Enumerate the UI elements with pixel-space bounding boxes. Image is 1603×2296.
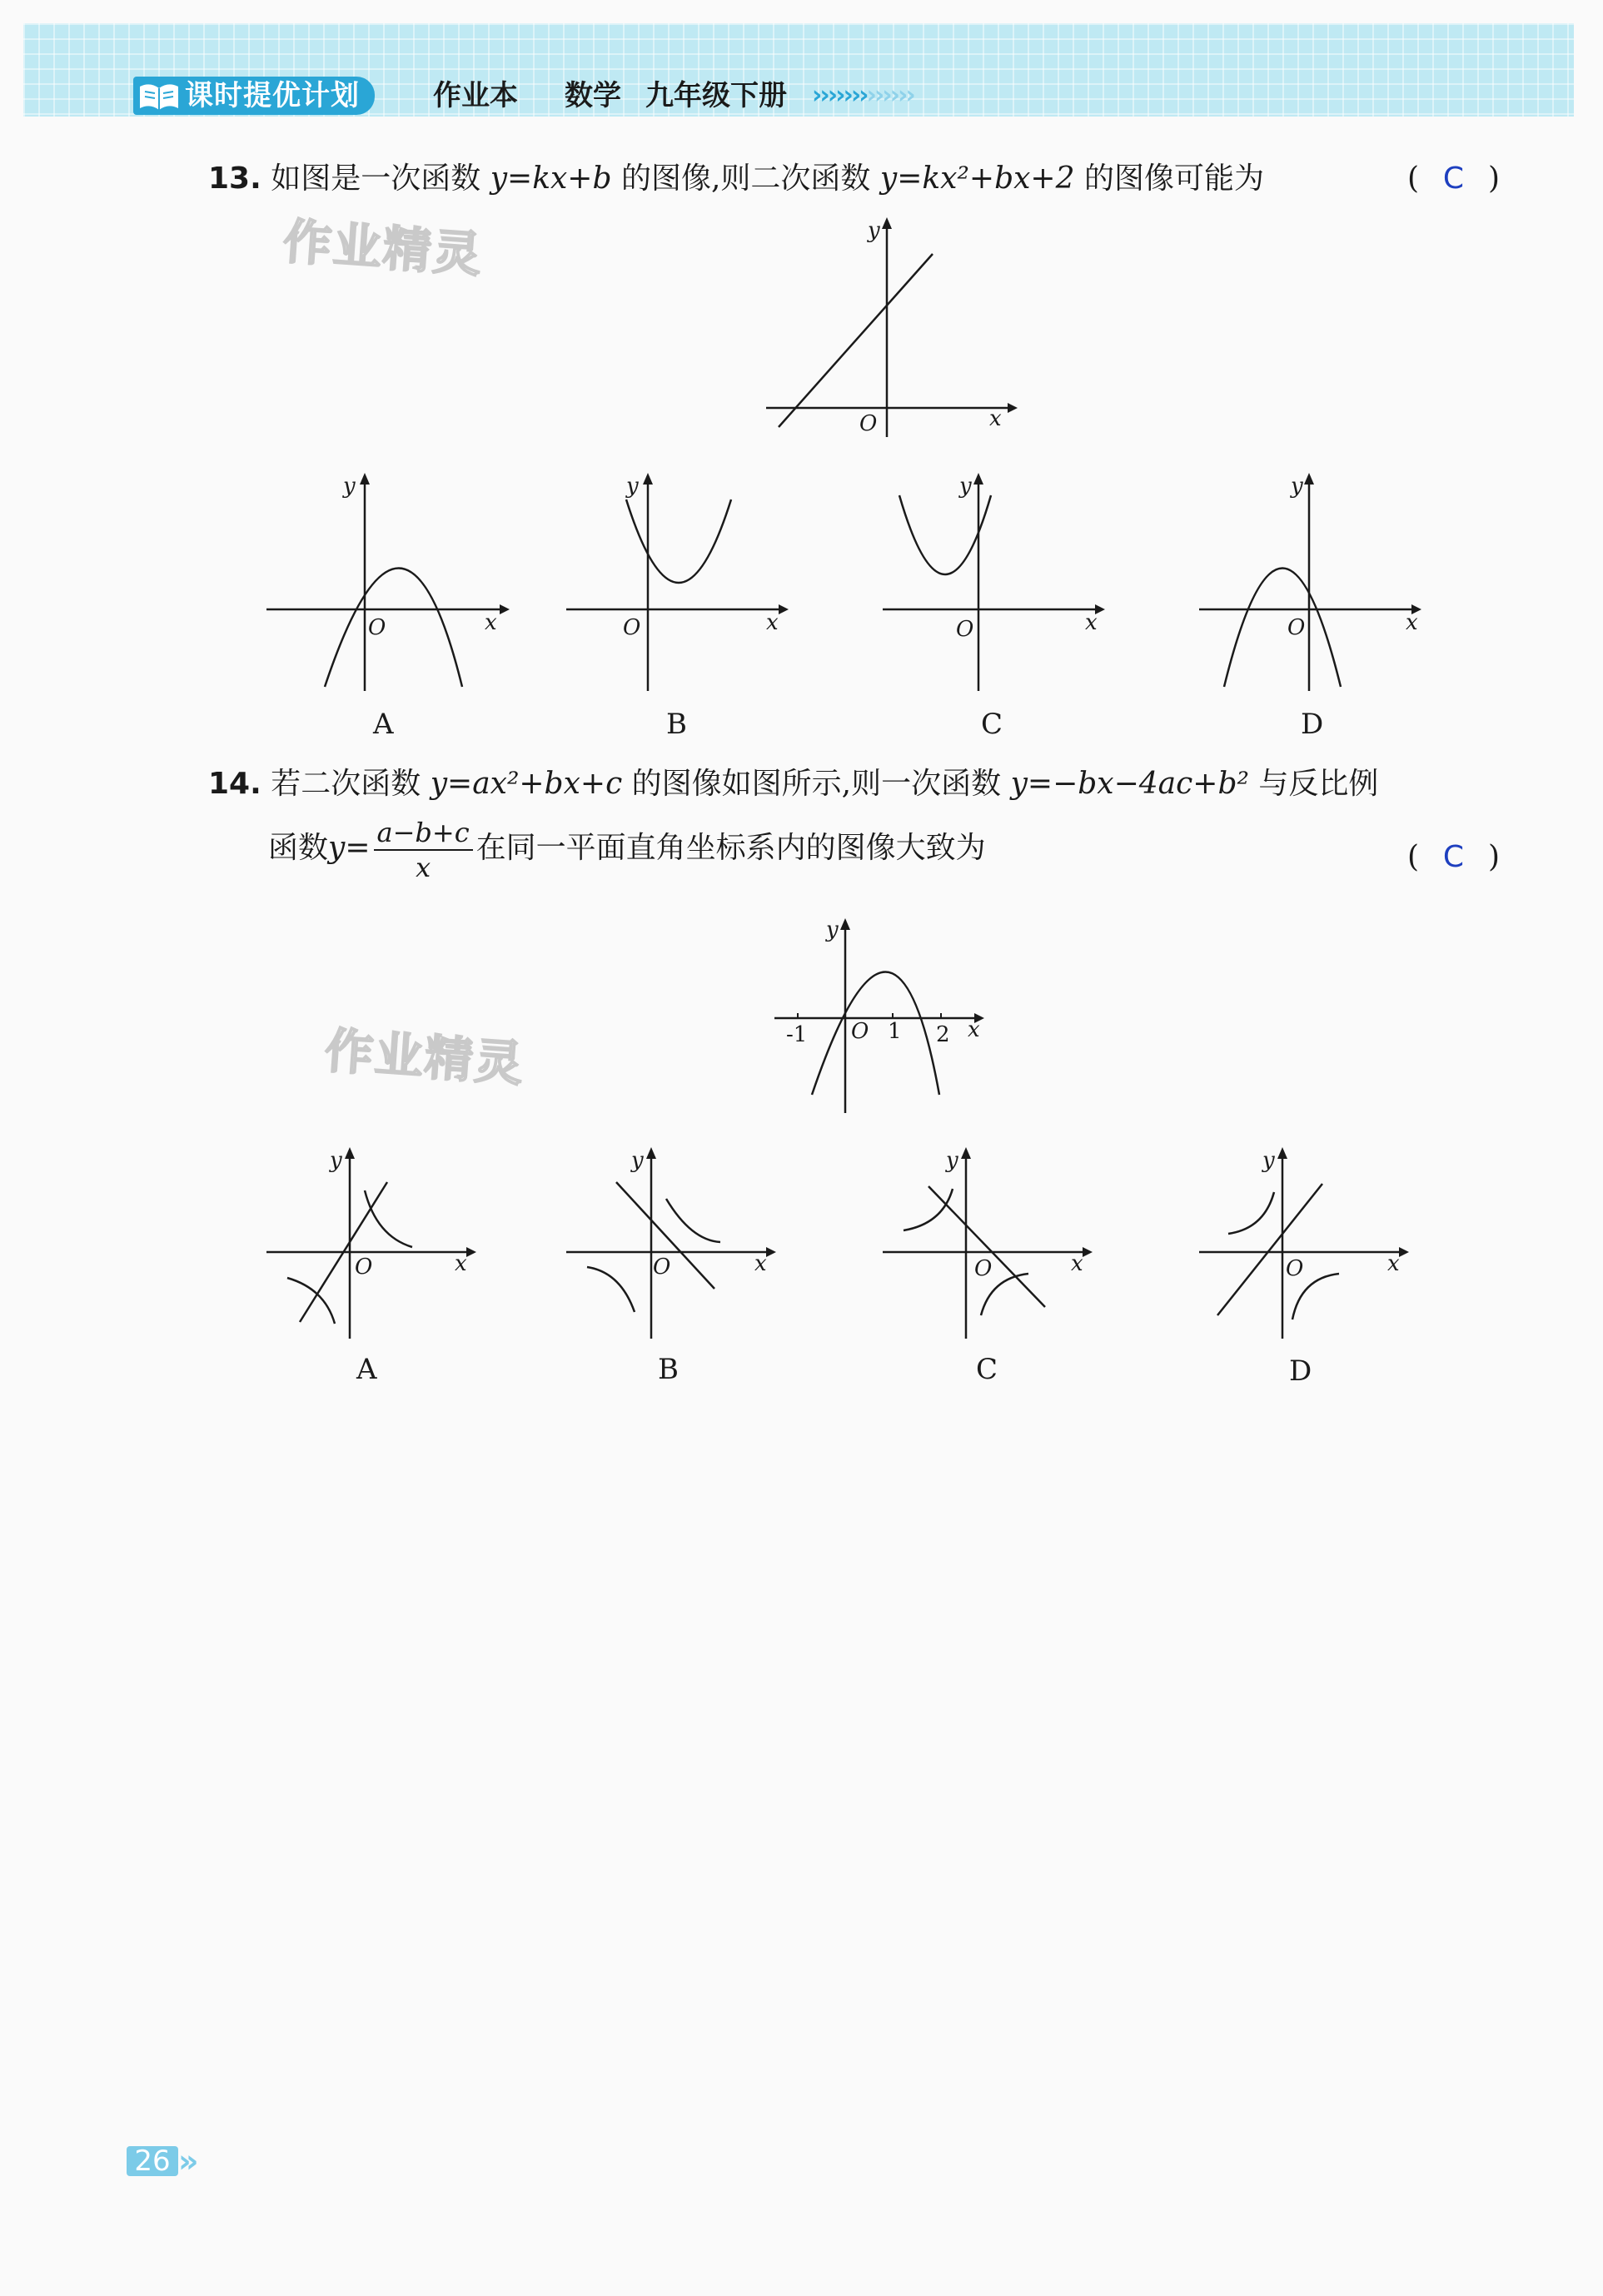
q13-linear-graph — [766, 218, 1016, 437]
axis-label-x: x — [1071, 1251, 1083, 1276]
axis-label-y: y — [626, 474, 639, 499]
origin-label: O — [653, 1255, 671, 1280]
fraction-numerator: a−b+c — [374, 816, 473, 851]
equation: y=kx+b — [490, 162, 612, 196]
equation: y=kx²+bx+2 — [879, 162, 1075, 196]
brand-text: 课时提优计划 — [185, 79, 360, 112]
axis-label-y: y — [826, 917, 839, 942]
answer-bracket: ( C ) — [1407, 837, 1500, 878]
brand-badge — [133, 77, 375, 115]
tick-label: -1 — [786, 1022, 808, 1047]
q13-option-b-graph — [566, 475, 808, 699]
question-text: 的图像可能为 — [1074, 162, 1264, 196]
q13-option-c-graph — [883, 475, 1124, 699]
question-number: 13. — [208, 162, 261, 196]
axis-label-x: x — [455, 1251, 467, 1276]
axis-label-y: y — [959, 474, 972, 499]
option-label: D — [1301, 708, 1324, 741]
question-text: 如图是一次函数 — [271, 162, 490, 196]
grade: 九年级下册 — [645, 79, 787, 112]
axis-label-y: y — [946, 1148, 958, 1173]
tick-label: 1 — [888, 1019, 902, 1044]
equation: y=ax²+bx+c — [430, 767, 623, 801]
axis-label-y: y — [343, 474, 356, 499]
origin-label: O — [368, 615, 386, 640]
q14-option-c-graph — [883, 1149, 1099, 1349]
axis-label-x: x — [766, 610, 779, 635]
answer: C — [1442, 162, 1465, 196]
question-text: 若二次函数 — [271, 767, 431, 801]
subject: 数学 — [565, 79, 621, 112]
axis-label-y: y — [868, 218, 880, 243]
option-label: A — [356, 1353, 377, 1386]
q13-option-d-graph — [1199, 475, 1441, 699]
q14-option-a-graph — [266, 1149, 483, 1349]
question-13-text — [208, 158, 1264, 200]
q14-option-d-graph — [1199, 1149, 1416, 1349]
q14-option-b-graph — [566, 1149, 783, 1349]
axis-label-x: x — [1085, 610, 1098, 635]
option-label: B — [666, 708, 687, 741]
question-text: 函数 — [268, 831, 329, 865]
answer-bracket: ( C ) — [1407, 158, 1500, 200]
question-text: 的图像如图所示,则一次函数 — [622, 767, 1011, 801]
axis-label-x: x — [1406, 610, 1418, 635]
question-14-text-line1 — [208, 763, 1378, 805]
option-label: A — [373, 708, 394, 741]
axis-label-x: x — [968, 1017, 980, 1042]
book-type: 作业本 — [433, 79, 518, 112]
fraction — [374, 816, 473, 884]
q13-option-a-graph — [266, 475, 508, 699]
question-14-text-line2 — [268, 816, 986, 884]
q14-quadratic-graph — [774, 917, 999, 1120]
axis-label-y: y — [330, 1148, 342, 1173]
question-text: 的图像,则二次函数 — [611, 162, 880, 196]
question-text: 在同一平面直角坐标系内的图像大致为 — [475, 831, 986, 865]
option-label: C — [981, 708, 1003, 741]
fraction-denominator: x — [416, 852, 431, 883]
origin-label: O — [851, 1019, 869, 1044]
axis-label-x: x — [485, 610, 497, 635]
question-number: 14. — [208, 767, 261, 801]
axis-label-y: y — [1262, 1148, 1275, 1173]
book-icon — [138, 80, 180, 112]
option-label: C — [976, 1353, 998, 1386]
header-arrows-decoration: ››››››››››››› — [812, 81, 914, 110]
page-number: 26 — [127, 2146, 178, 2176]
answer: C — [1442, 840, 1465, 874]
watermark: 作业精灵 — [281, 212, 485, 284]
axis-label-x: x — [1387, 1251, 1400, 1276]
axis-label-y: y — [1291, 474, 1303, 499]
origin-label: O — [1286, 1256, 1304, 1281]
origin-label: O — [859, 411, 878, 436]
chevron-right-icon: » — [178, 2143, 199, 2179]
question-text: 与反比例 — [1248, 767, 1379, 801]
axis-label-x: x — [754, 1251, 767, 1276]
origin-label: O — [355, 1255, 373, 1280]
equation: y=−bx−4ac+b² — [1010, 767, 1249, 801]
watermark: 作业精灵 — [322, 1021, 527, 1093]
option-label: D — [1289, 1354, 1312, 1388]
origin-label: O — [1287, 615, 1306, 640]
tick-label: 2 — [936, 1022, 950, 1047]
axis-label-x: x — [989, 406, 1002, 431]
origin-label: O — [623, 615, 641, 640]
equation: y= — [328, 831, 371, 865]
origin-label: O — [956, 617, 974, 642]
origin-label: O — [974, 1256, 993, 1281]
axis-label-y: y — [631, 1148, 644, 1173]
option-label: B — [658, 1353, 679, 1386]
